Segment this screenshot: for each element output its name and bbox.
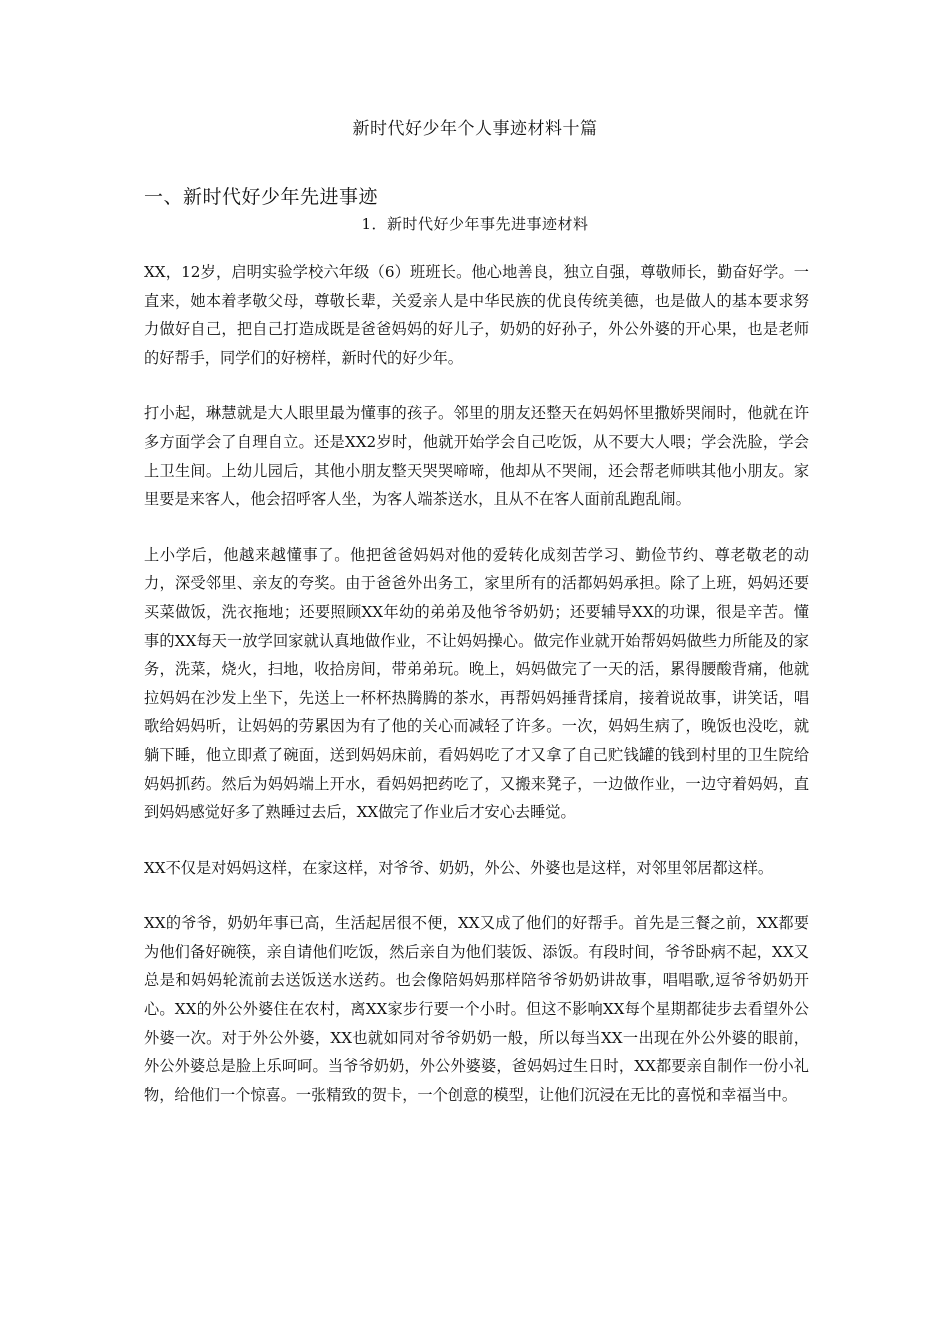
paragraph-5: XX的爷爷，奶奶年事已高，生活起居很不便，XX又成了他们的好帮手。首先是三餐之前，XX都要为他们备好碗筷，亲自请他们吃饭，然后亲自为他们装饭、添饭。有段时间，爷爷卧病不起，XX又总是和妈妈轮流前去送饭送水送药。也会像陪妈妈那样陪爷爷奶奶讲故事，唱唱歌,逗爷爷奶奶开心。XX的外公外婆住在农村，离XX家步行要一个小时。但这不影响XX每个星期都徒步去看望外公外婆一次。对于外公外婆，XX也就如同对爷爷奶奶一般，所以每当XX一出现在外公外婆的眼前，外公外婆总是脸上乐呵呵。当爷爷奶奶，外公外婆婆，爸妈妈过生日时，XX都要亲自制作一份小礼物，给他们一个惊喜。一张精致的贺卡，一个创意的模型，让他们沉浸在无比的喜悦和幸福当中。 (144, 914, 809, 1104)
paragraph-3: 上小学后，他越来越懂事了。他把爸爸妈妈对他的爱转化成刻苦学习、勤俭节约、尊老敬老的动力，深受邻里、亲友的夸奖。由于爸爸外出务工，家里所有的活都妈妈承担。除了上班，妈妈还要买菜做饭，洗衣拖地；还要照顾XX年幼的弟弟及他爷爷奶奶；还要辅导XX的功课，很是辛苦。懂事的XX每天一放学回家就认真地做作业，不让妈妈操心。做完作业就开始帮妈妈做些力所能及的家务，洗菜，烧火，扫地，收拾房间，带弟弟玩。晚上，妈妈做完了一天的活，累得腰酸背痛，他就拉妈妈在沙发上坐下，先送上一杯杯热腾腾的茶水，再帮妈妈捶背揉肩，接着说故事，讲笑话，唱歌给妈妈听，让妈妈的劳累因为有了他的关心而减轻了许多。一次，妈妈生病了，晚饭也没吃，就躺下睡，他立即煮了碗面，送到妈妈床前，看妈妈吃了才又拿了自己贮钱罐的钱到村里的卫生院给妈妈抓药。然后为妈妈端上开水，看妈妈把药吃了，又搬来凳子，一边做作业，一边守着妈妈，直到妈妈感觉好多了熟睡过去后，XX做完了作业后才安心去睡觉。 (144, 545, 809, 822)
sub-heading: 1．新时代好少年事先进事迹材料 (361, 215, 589, 233)
document-title: 新时代好少年个人事迹材料十篇 (352, 119, 598, 139)
section-heading: 一、新时代好少年先进事迹 (144, 186, 379, 208)
document-body (144, 258, 809, 1136)
paragraph-1: XX，12岁，启明实验学校六年级（6）班班长。他心地善良，独立自强，尊敬师长，勤奋好学。一直来，她本着孝敬父母，尊敬长辈，关爱亲人是中华民族的优良传统美德，也是做人的基本要求努力做好自己，把自己打造成既是爸爸妈妈的好儿子，奶奶的好孙子，外公外婆的开心果，也是老师的好帮手，同学们的好榜样，新时代的好少年。 (144, 263, 809, 367)
paragraph-2: 打小起，琳慧就是大人眼里最为懂事的孩子。邻里的朋友还整天在妈妈怀里撒娇哭闹时，他就在许多方面学会了自理自立。还是XX2岁时，他就开始学会自己吃饭，从不要大人喂；学会洗脸，学会上卫生间。上幼儿园后，其他小朋友整天哭哭啼啼，他却从不哭闹，还会帮老师哄其他小朋友。家里要是来客人，他会招呼客人坐，为客人端茶送水，且从不在客人面前乱跑乱闹。 (144, 404, 809, 509)
paragraph-4: XX不仅是对妈妈这样，在家这样，对爷爷、奶奶，外公、外婆也是这样，对邻里邻居都这样。 (144, 858, 774, 877)
